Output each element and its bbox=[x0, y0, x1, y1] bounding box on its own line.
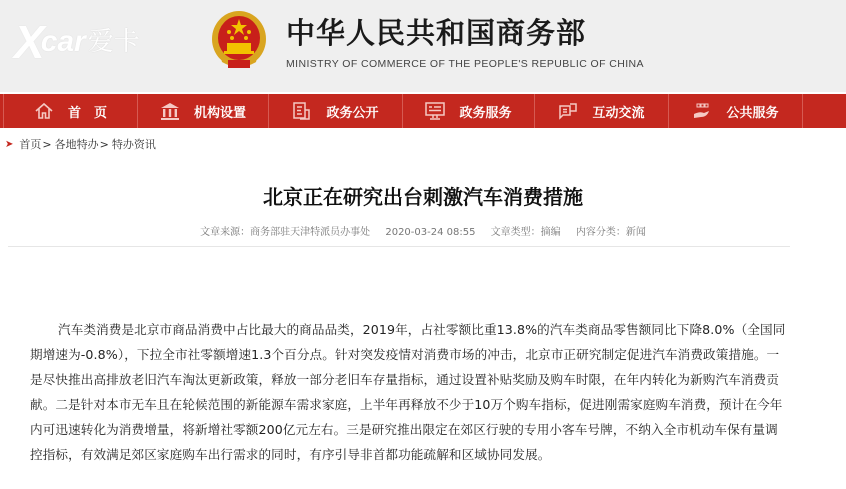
breadcrumb-separator: > bbox=[99, 138, 109, 151]
watermark-cn: 爱卡 bbox=[87, 27, 140, 57]
meta-divider bbox=[8, 246, 790, 247]
site-header bbox=[0, 0, 846, 92]
article-datetime: 2020-03-24 08:55 bbox=[385, 227, 476, 238]
breadcrumb bbox=[5, 138, 156, 152]
ministry-name-en: MINISTRY OF COMMERCE OF THE PEOPLE'S REPUBLIC OF CHINA bbox=[286, 58, 644, 70]
article-meta bbox=[0, 226, 846, 240]
nav-item-institutions[interactable] bbox=[138, 94, 268, 128]
nav-divider bbox=[802, 94, 803, 128]
nav-item-public-services[interactable] bbox=[669, 94, 802, 128]
nav-label: 互动交流 bbox=[592, 105, 645, 121]
national-emblem-icon[interactable] bbox=[210, 10, 268, 70]
main-nav bbox=[0, 94, 846, 128]
chat-icon bbox=[558, 101, 578, 121]
breadcrumb-item-local-offices[interactable]: 各地特办 bbox=[54, 138, 99, 151]
breadcrumb-item-home[interactable]: 首页 bbox=[19, 138, 42, 151]
breadcrumb-arrow-icon: ➤ bbox=[5, 139, 14, 150]
nav-item-home[interactable] bbox=[4, 94, 137, 128]
watermark-x: X bbox=[14, 16, 43, 68]
ministry-name-cn[interactable]: 中华人民共和国商务部 bbox=[286, 16, 587, 50]
breadcrumb-item-news[interactable]: 特办资讯 bbox=[111, 138, 156, 151]
xcar-watermark-logo bbox=[14, 16, 140, 68]
article-category: 内容分类：新闻 bbox=[575, 227, 646, 238]
institution-icon bbox=[160, 101, 180, 121]
document-icon bbox=[292, 101, 312, 121]
hand-service-icon bbox=[692, 101, 712, 121]
nav-item-government-affairs[interactable] bbox=[269, 94, 402, 128]
nav-label: 政务服务 bbox=[459, 105, 512, 121]
article-body: 汽车类消费是北京市商品消费中占比最大的商品品类，2019年，占社零额比重13.8%的汽车类商品零售额同比下降8.0%（全国同期增速为-0.8%），下拉全市社零额增速1.3个百分点。针对突发疫情对消费市场的冲击，北京市正研究制定促进汽车消费政策措施。一是尽快推出高排放老旧汽车淘汰更新政策，释放一部分老旧车存量指标，通过设置补贴奖励及购车时限，在年内转化为新购汽车消费贡献。二是针对本市无车且在轮候范围的新能源车需求家庭，上半年再释放不少于10万个购车指标，促进刚需家庭购车消费，预计在今年内可迅速转化为消费增量，将新增社零额200亿元左右。三是研究推出限定在郊区行驶的专用小客车号牌，不纳入全市机动车保有量调控指标，有效满足郊区家庭购车出行需求的同时，有序引导非首都功能疏解和区域协同发展。 bbox=[30, 322, 786, 462]
article-type: 文章类型：摘编 bbox=[490, 227, 561, 238]
nav-item-government-services[interactable] bbox=[403, 94, 534, 128]
nav-label: 政务公开 bbox=[326, 105, 379, 121]
watermark-car: car bbox=[40, 25, 86, 58]
nav-label: 首 页 bbox=[67, 105, 107, 121]
article-title: 北京正在研究出台刺激汽车消费措施 bbox=[263, 185, 583, 209]
article-source: 文章来源：商务部驻天津特派员办事处 bbox=[200, 227, 371, 238]
breadcrumb-separator: > bbox=[42, 138, 52, 151]
nav-label: 机构设置 bbox=[193, 105, 246, 121]
nav-label: 公共服务 bbox=[726, 105, 779, 121]
home-icon bbox=[34, 101, 54, 121]
nav-item-interaction[interactable] bbox=[535, 94, 668, 128]
monitor-icon bbox=[425, 101, 445, 121]
